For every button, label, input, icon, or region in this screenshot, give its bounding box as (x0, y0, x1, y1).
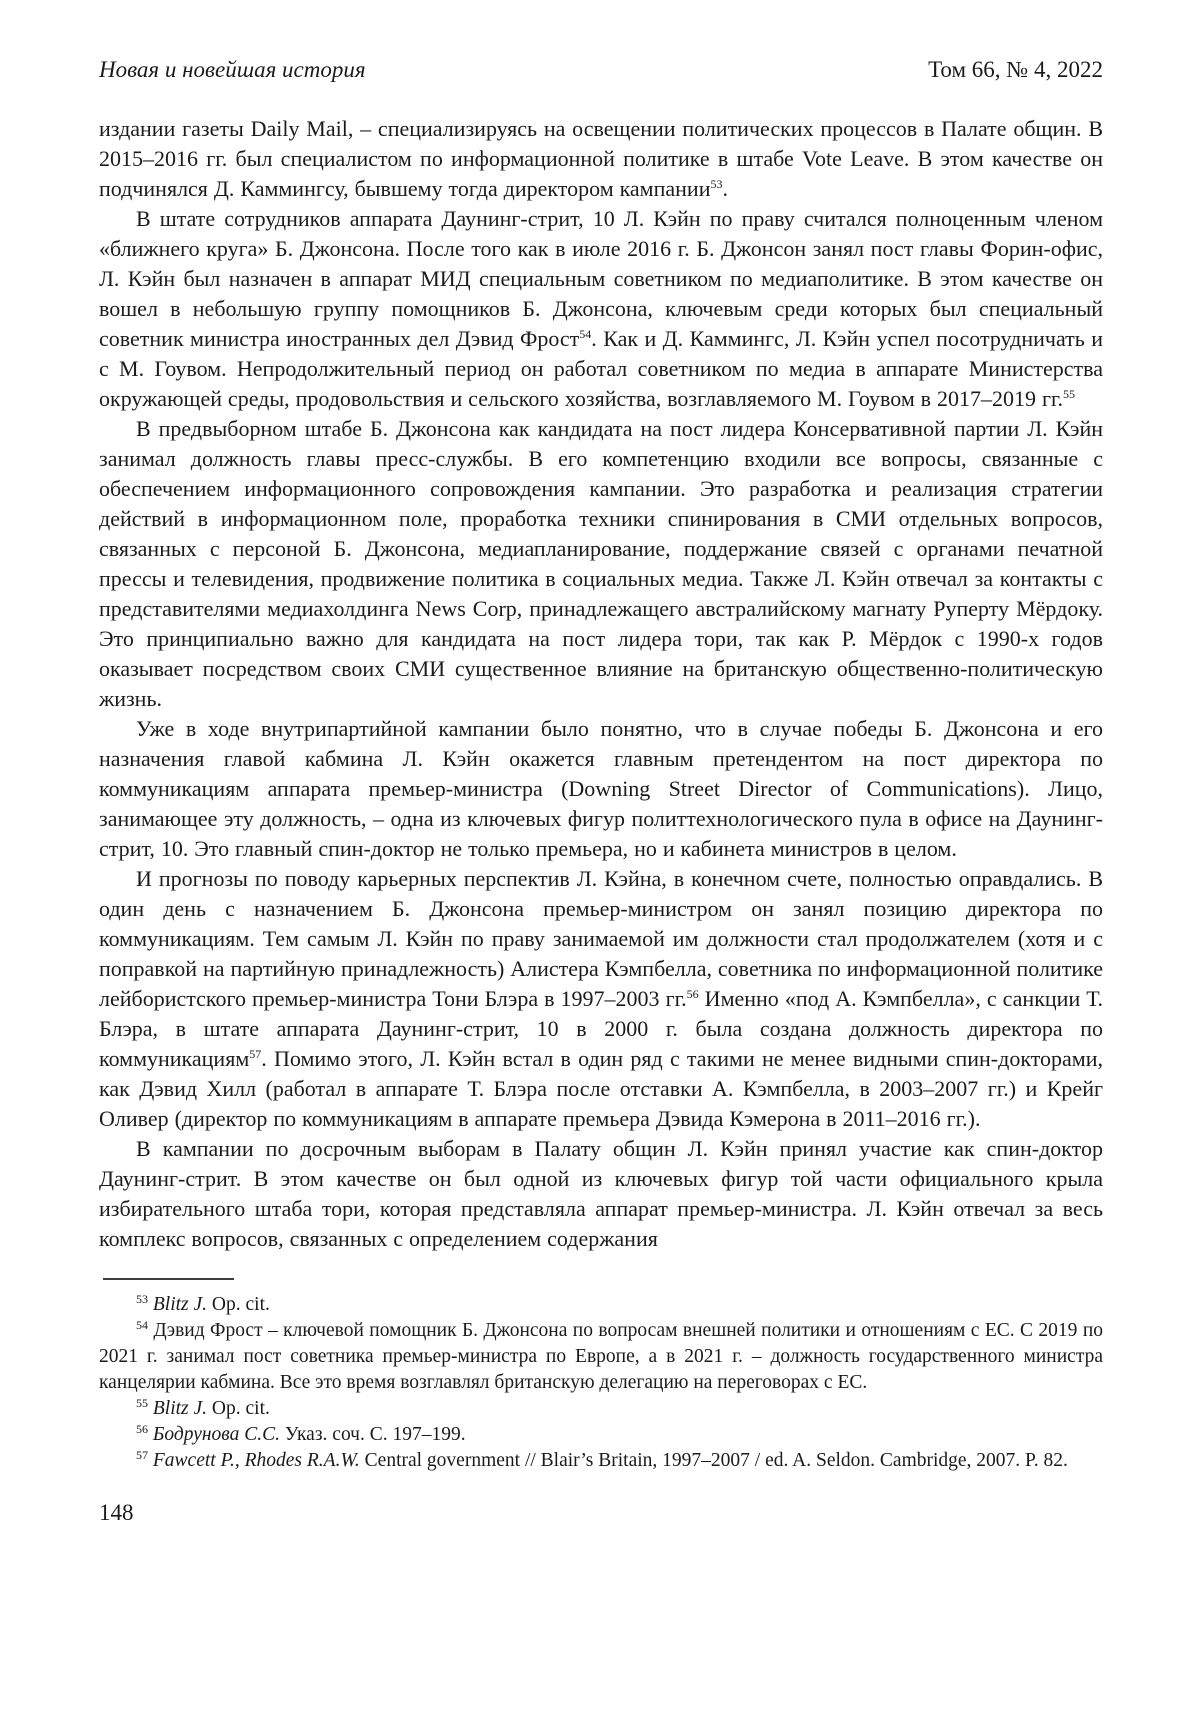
text-run: Op. cit. (207, 1294, 270, 1315)
footnote-ref: 57 (249, 1047, 262, 1061)
footnote-ref: 55 (1063, 387, 1076, 401)
footnote-marker: 53 (136, 1292, 148, 1306)
journal-title: Новая и новейшая история (99, 57, 366, 82)
body-paragraph (99, 414, 1103, 714)
footnote (99, 1396, 1103, 1422)
text-run: В предвыборном штабе Б. Джонсона как кандидата на пост лидера Консервативной партии Л. Кэйн занимал должность главы пресс-службы. В его компетенцию входили все вопросы, связанные с обеспечением информационного сопровождения кампании. Это разработка и реализация стратегии действий в информационном поле, проработка техники спинирования в СМИ отдельных вопросов, связанных с персоной Б. Джонсона, медиапланирование, поддержание связей с органами печатной прессы и телевидения, продвижение политика в социальных медиа. Также Л. Кэйн отвечал за контакты с представителями медиахолдинга News Corp, принадлежащего австралийскому магнату Руперту Мёрдоку. Это принципиально важно для кандидата на пост лидера тори, так как Р. Мёрдок с 1990-х годов оказывает посредством своих СМИ существенное влияние на британскую общественно-политическую жизнь. (99, 416, 1103, 711)
footnote-ref: 54 (579, 327, 592, 341)
running-header (99, 56, 1103, 84)
footnotes-block (99, 1292, 1103, 1474)
body-paragraph (99, 714, 1103, 864)
text-run: И прогнозы по поводу карьерных перспектив Л. Кэйна, в конечном счете, полностью оправдались. В один день с назначением Б. Джонсона премьер-министром он занял позицию директора по коммуникациям. Тем самым Л. Кэйн по праву занимаемой им должности стал продолжателем (хотя и с поправкой на партийную принадлежность) Алистера Кэмпбелла, советника по информационной политике лейбористского премьер-министра Тони Блэра в 1997–2003 гг. (99, 866, 1103, 1011)
footnote-marker: 57 (136, 1448, 148, 1462)
footnote-ref: 53 (710, 177, 723, 191)
footnote-marker: 54 (136, 1318, 148, 1332)
text-run: . (722, 176, 728, 201)
text-run: издании газеты Daily Mail, – специализируясь на освещении политических процессов в Палате общин. В 2015–2016 гг. был специалистом по информационной политике в штабе Vote Leave. В этом качестве он подчинялся Д. Каммингсу, бывшему тогда директором кампании (99, 116, 1103, 201)
body-paragraph (99, 204, 1103, 414)
body-paragraph (99, 114, 1103, 204)
text-run: . Помимо этого, Л. Кэйн встал в один ряд с такими не менее видными спин-докторами, как Дэвид Хилл (работал в аппарате Т. Блэра после отставки А. Кэмпбелла, в 2003–2007 гг.) и Крейг Оливер (директор по коммуникациям в аппарате премьера Дэвида Кэмерона в 2011–2016 гг.). (99, 1046, 1103, 1131)
page-number: 148 (99, 1500, 134, 1525)
text-run: Именно «под А. Кэмпбелла», с санкции Т. Блэра, в штате аппарата Даунинг-стрит, 10 в 2000 г. была создана должность директора по коммуникациям (99, 986, 1103, 1071)
footnote (99, 1422, 1103, 1448)
footnote-marker: 56 (136, 1422, 148, 1436)
text-run: Blitz J. (152, 1294, 208, 1315)
footnote-marker: 55 (136, 1396, 148, 1410)
text-run: Бодрунова С.С. (152, 1424, 281, 1445)
text-run: В кампании по досрочным выборам в Палату общин Л. Кэйн принял участие как спин-доктор Даунинг-стрит. В этом качестве он был одной из ключевых фигур той части официального крыла избирательного штаба тори, которая представляла аппарат премьер-министра. Л. Кэйн отвечал за весь комплекс вопросов, связанных с определением содержания (99, 1136, 1103, 1251)
text-run: Fawcett P., Rhodes R.A.W. (152, 1450, 360, 1471)
text-run: Уже в ходе внутрипартийной кампании было понятно, что в случае победы Б. Джонсона и его назначения главой кабмина Л. Кэйн окажется главным претендентом на пост директора по коммуникациям аппарата премьер-министра (Downing Street Director of Communications). Лицо, занимающее эту должность, – одна из ключевых фигур политтехнологического пула в офисе на Даунинг-стрит, 10. Это главный спин-доктор не только премьера, но и кабинета министров в целом. (99, 716, 1103, 861)
footnote-separator-rule (103, 1278, 234, 1280)
text-run: Дэвид Фрост – ключевой помощник Б. Джонсона по вопросам внешней политики и отношениям с ЕС. С 2019 по 2021 г. занимал пост советника премьер-министра по Европе, а в 2021 г. – должность государственного министра канцелярии кабмина. Все это время возглавлял британскую делегацию на переговорах с ЕС. (99, 1320, 1104, 1393)
text-run: Указ. соч. С. 197–199. (280, 1424, 466, 1445)
text-run: В штате сотрудников аппарата Даунинг-стрит, 10 Л. Кэйн по праву считался полноценным членом «ближнего круга» Б. Джонсона. После того как в июле 2016 г. Б. Джонсон занял пост главы Форин-офис, Л. Кэйн был назначен в аппарат МИД специальным советником по медиаполитике. В этом качестве он вошел в небольшую группу помощников Б. Джонсона, ключевым среди которых был специальный советник министра иностранных дел Дэвид Фрост (99, 206, 1103, 351)
text-run: Op. cit. (207, 1398, 270, 1419)
footnote (99, 1292, 1103, 1318)
text-run: Central government // Blair’s Britain, 1997–2007 / ed. A. Seldon. Cambridge, 2007. P. 82. (359, 1450, 1068, 1471)
body-paragraph (99, 864, 1103, 1134)
footnote-ref: 56 (686, 987, 699, 1001)
issue-info: Том 66, № 4, 2022 (928, 57, 1103, 82)
article-body (99, 114, 1103, 1254)
text-run: . Как и Д. Каммингс, Л. Кэйн успел посотрудничать и с М. Гоувом. Непродолжительный период он работал советником по медиа в аппарате Министерства окружающей среды, продовольствия и сельского хозяйства, возглавляемого М. Гоувом в 2017–2019 гг. (99, 326, 1104, 411)
footnote (99, 1318, 1103, 1396)
body-paragraph (99, 1134, 1103, 1254)
text-run: Blitz J. (152, 1398, 208, 1419)
footnote (99, 1448, 1103, 1474)
